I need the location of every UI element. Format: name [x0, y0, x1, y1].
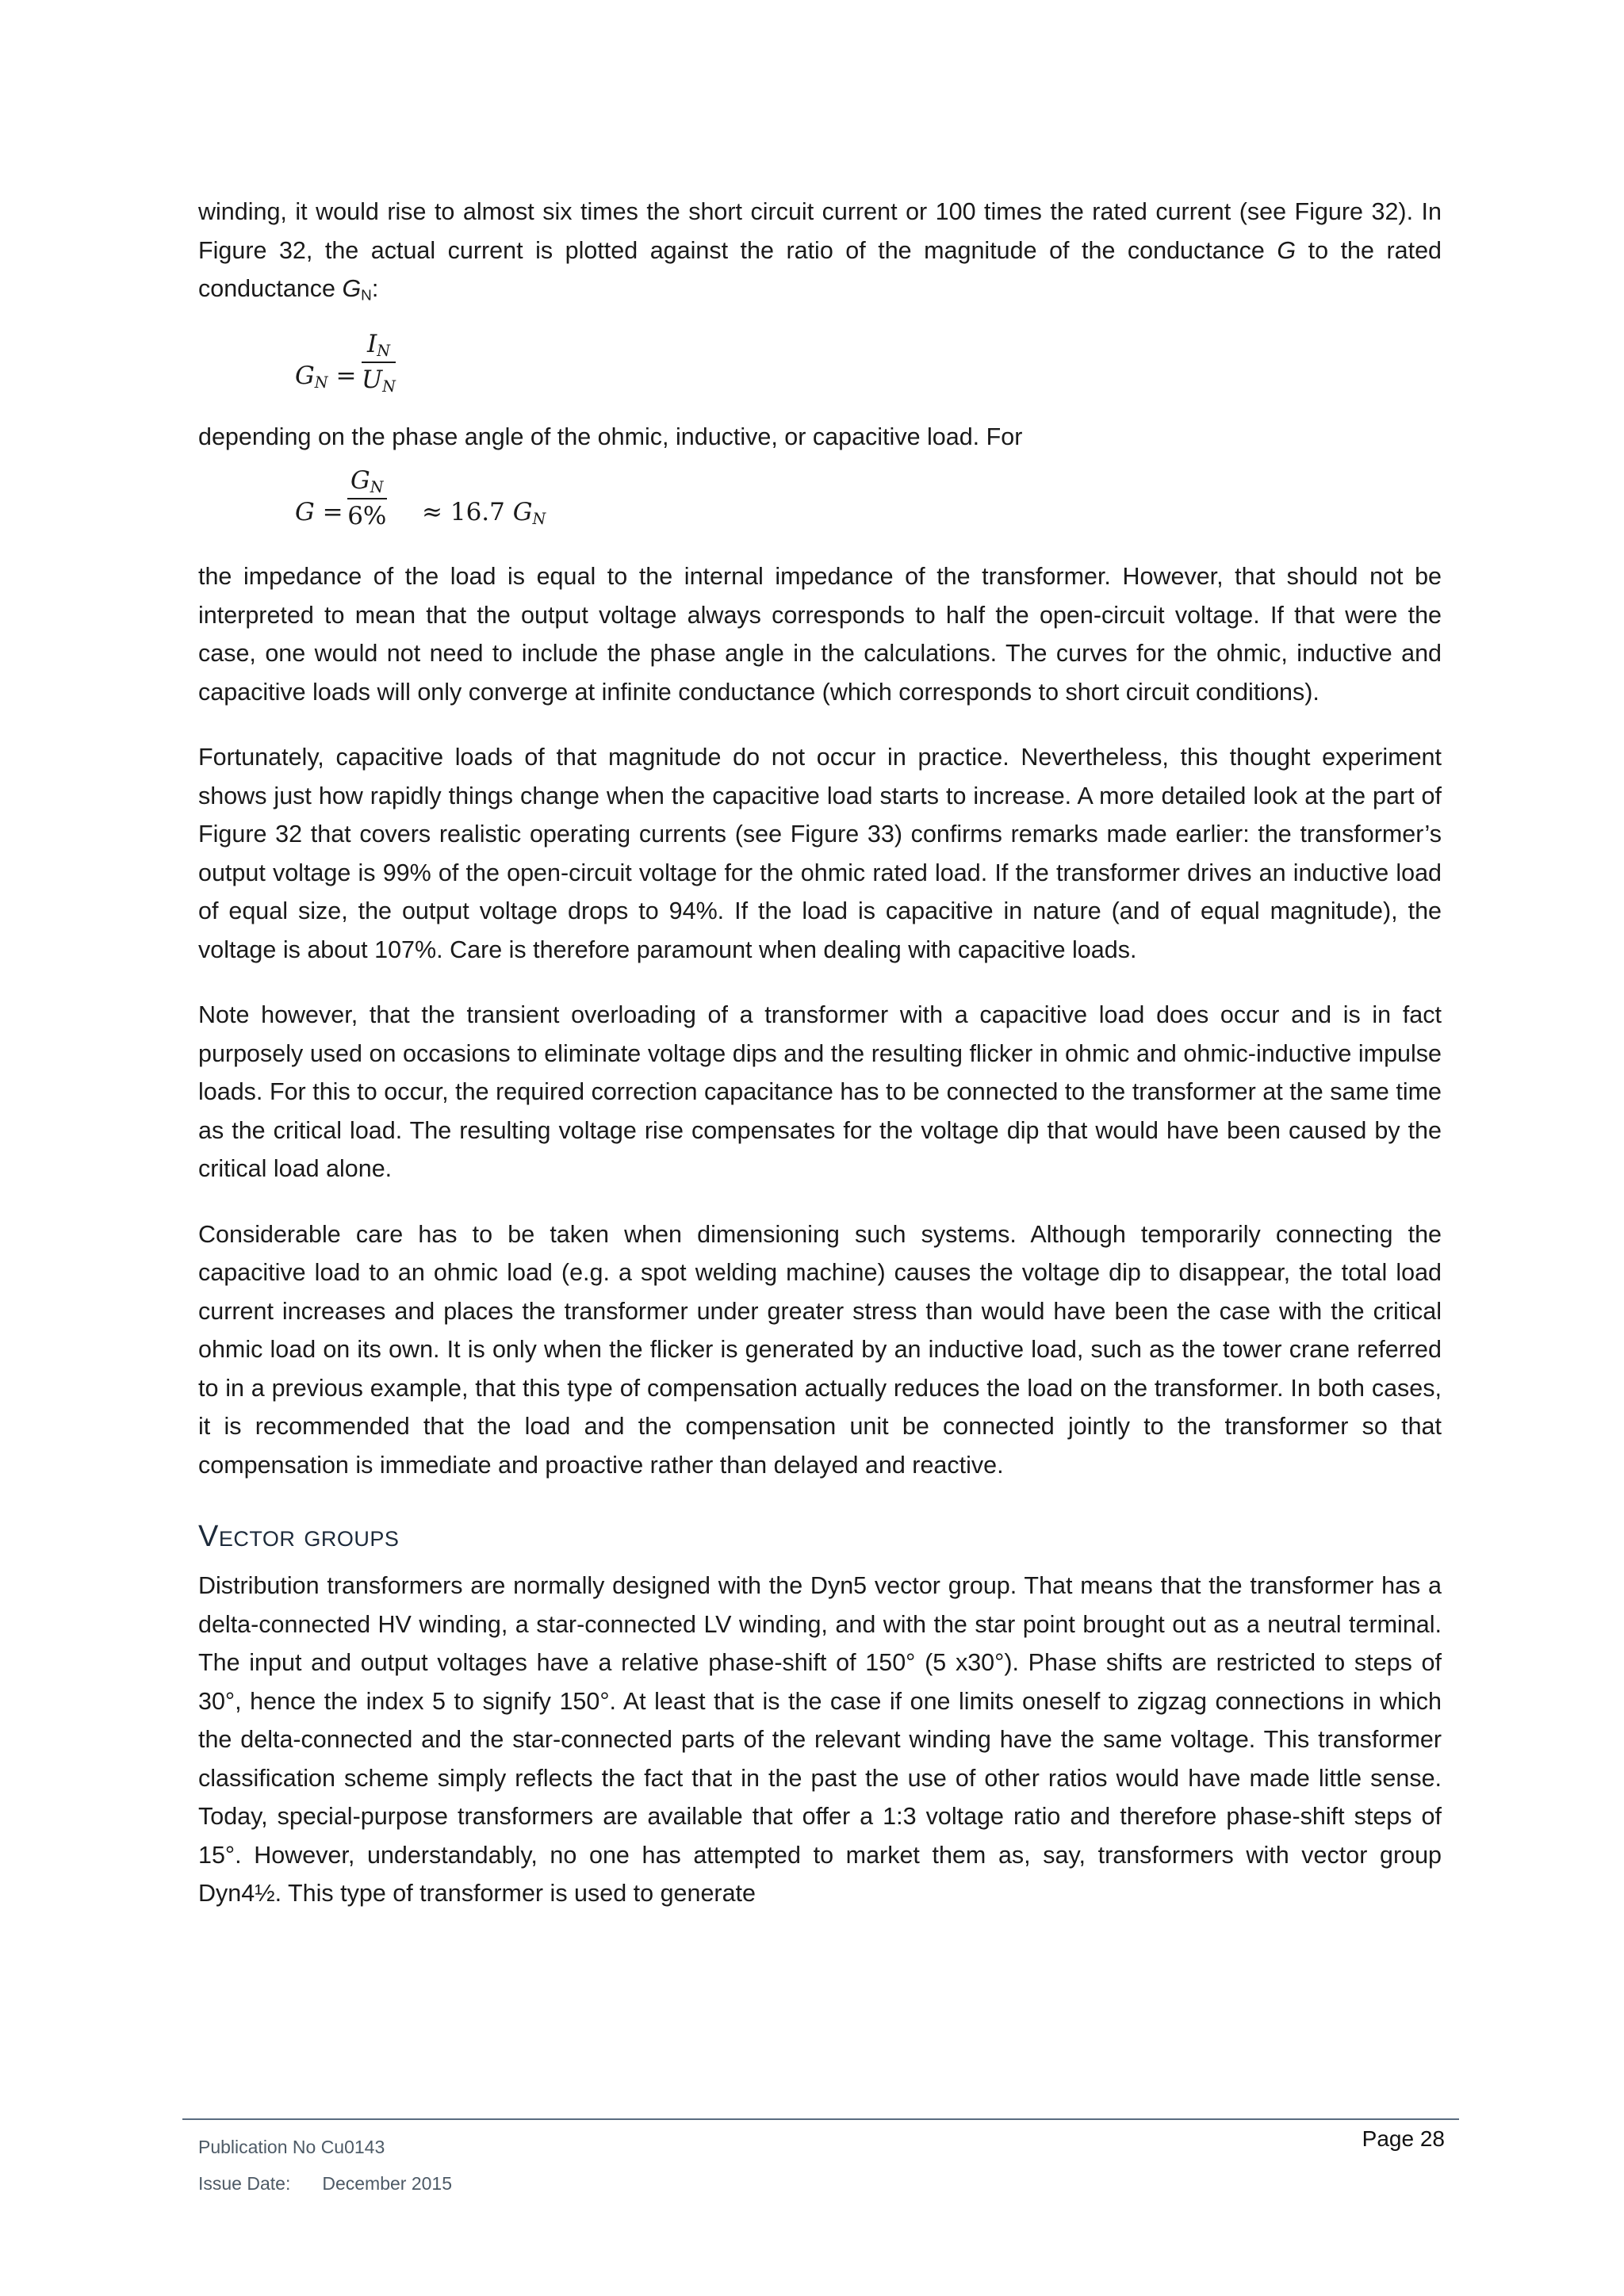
symbol-gn-subscript: N [361, 287, 372, 304]
equation-rated-conductance [198, 324, 1442, 418]
page-content [198, 193, 1442, 1913]
paragraph-1-text-a: winding, it would rise to almost six times the short circuit current or 100 times the rated current (see Figure 32). In Figure 32, the actual current is plotted against the ratio of the magnitude of the conductance [198, 198, 1442, 264]
paragraph-1-text-c: : [371, 275, 379, 302]
equation-1-numerator: $I_N$ [362, 332, 396, 363]
paragraph-5: Note however, that the transient overloading of a transformer with a capacitive load does occur and is in fact purposely used on occasions to eliminate voltage dips and the resulting flicker in ohmic and ohmic-inductive impulse loads. For this to occur, the required correction capacitance has to be connected to the transformer at the same time as the critical load. The resulting voltage rise compensates for the voltage dip that would have been caused by the critical load alone. [198, 1001, 1442, 1182]
paragraph-3: the impedance of the load is equal to the internal impedance of the transformer. However, that should not be interpreted to mean that the output voltage always corresponds to half the open-circuit voltage. If that were the case, one would not need to include the phase angle in the calculations. The curves for the ohmic, inductive and capacitive loads will only converge at infinite conductance (which corresponds to short circuit conditions). [198, 563, 1442, 706]
equation-2-rhs: ≈ 16.7 $G_N$ [422, 498, 546, 528]
footer-publication-info [198, 2129, 452, 2202]
footer-divider [182, 2118, 1459, 2120]
footer-issue-date-line: Issue Date: December 2015 [198, 2173, 452, 2194]
symbol-gn: G [342, 275, 362, 302]
equation-conductance-ratio [198, 462, 1442, 557]
paragraph-2: depending on the phase angle of the ohmic, inductive, or capacitive load. For [198, 423, 1023, 450]
equation-2-denominator: 6% [347, 502, 387, 530]
footer-publication-number: Publication No Cu0143 [198, 2137, 385, 2157]
footer-page-number: Page 28 [1362, 2126, 1445, 2151]
paragraph-4: Fortunately, capacitive loads of that magnitude do not occur in practice. Nevertheless, this thought experiment shows just how rapidly things change when the capacitive load starts to increase. A more detailed look at the part of Figure 32 that covers realistic operating currents (see Figure 33) confirms remarks made earlier: the transformer’s output voltage is 99% of the open-circuit voltage for the ohmic rated load. If the transformer drives an inductive load of equal size, the output voltage drops to 94%. If the load is capacitive in nature (and of equal magnitude), the voltage is about 107%. Care is therefore paramount when dealing with capacitive loads. [198, 744, 1442, 963]
equation-2-lhs: G = [295, 498, 343, 526]
section-heading-vector-groups: Vector groups [198, 1520, 400, 1553]
symbol-g: G [1277, 236, 1297, 264]
paragraph-7: Distribution transformers are normally designed with the Dyn5 vector group. That means that the transformer has a delta-connected HV winding, a star-connected LV winding, and with the star point brought out as a neutral terminal. The input and output voltages have a relative phase-shift of 150° (5 x30°). Phase shifts are restricted to steps of 30°, hence the index 5 to signify 150°. At least that is the case if one limits oneself to zigzag connections in which the delta-connected and the star-connected parts of the relevant winding have the same voltage. This transformer classification scheme simply reflects the fact that in the past the use of other ratios would have made little sense. Today, special-purpose transformers are available that offer a 1:3 voltage ratio and therefore phase-shift steps of 15°. However, understandably, no one has attempted to market them as, say, transformers with vector group Dyn4½. This type of transformer is used to generate [198, 1572, 1442, 1907]
paragraph-1-text-b: to the rated conductance [198, 236, 1442, 302]
equation-1-lhs: $G_N$ = [295, 361, 357, 392]
paragraph-6: Considerable care has to be taken when dimensioning such systems. Although temporarily connecting the capacitive load to an ohmic load (e.g. a spot welding machine) causes the voltage dip to disappear, the total load current increases and places the transformer under greater stress than would have been the case with the critical ohmic load on its own. It is only when the flicker is generated by an inductive load, such as the tower crane referred to in a previous example, that this type of compensation actually reduces the load on the transformer. In both cases, it is recommended that the load and the compensation unit be connected jointly to the transformer so that compensation is immediate and proactive rather than delayed and reactive. [198, 1220, 1442, 1479]
equation-2-numerator: $G_N$ [347, 469, 387, 499]
equation-1-denominator: $U_N$ [362, 365, 396, 396]
equation-2-fraction [347, 466, 387, 530]
paragraph-1 [198, 193, 1442, 308]
equation-1-fraction [362, 329, 396, 396]
